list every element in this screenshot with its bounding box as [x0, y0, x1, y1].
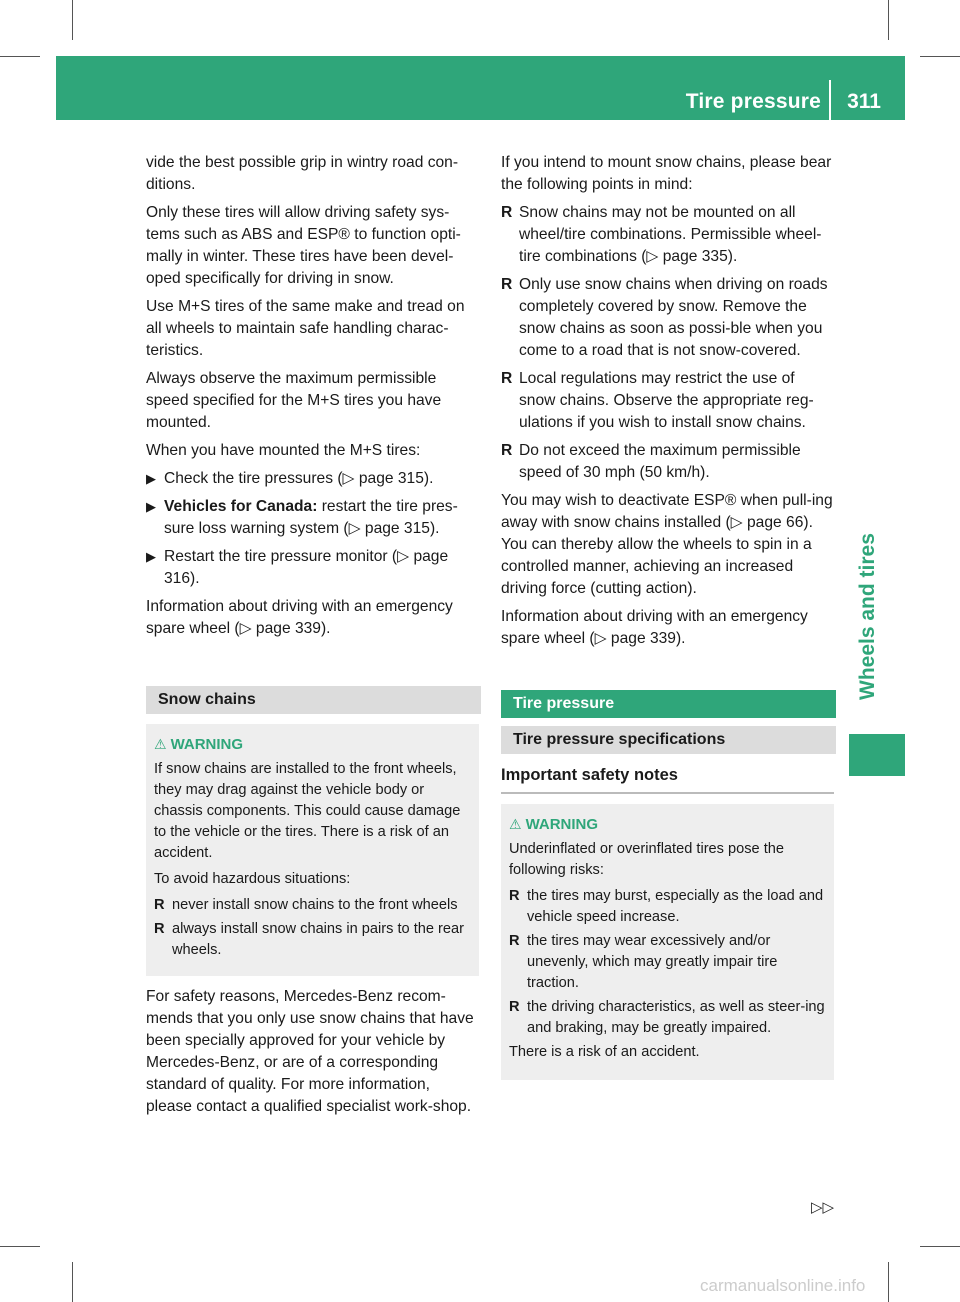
- side-tab-marker: [849, 734, 905, 776]
- warning-triangle-icon: ⚠: [154, 736, 167, 752]
- watermark: carmanualsonline.info: [700, 1276, 866, 1295]
- bullet-icon: R: [501, 204, 513, 221]
- list-item: R Local regulations may restrict the use of snow chains. Observe the appropriate reg-ulations if you wish to install snow chains.: [501, 370, 814, 431]
- crop-mark: [0, 1246, 40, 1247]
- list-item: R the tires may burst, especially as the load and vehicle speed increase.: [509, 888, 824, 925]
- warning-title: ⚠ WARNING: [154, 736, 244, 753]
- list-item: R never install snow chains to the front wheels: [154, 895, 471, 916]
- warning-text: There is a risk of an accident.: [509, 1044, 700, 1060]
- bullet-icon: R: [509, 999, 520, 1015]
- list-item: R Snow chains may not be mounted on all wheel/tire combinations. Permissible wheel-tire combinations (▷ page 335).: [501, 204, 822, 265]
- paragraph: Information about driving with an emergency spare wheel (▷ page 339).: [501, 608, 808, 647]
- section-heading-tire-pressure: Tire pressure: [501, 690, 836, 718]
- step-bold-label: Vehicles for Canada:: [164, 498, 318, 515]
- right-column: [501, 152, 834, 1080]
- sub-subsection-heading: Important safety notes: [501, 764, 834, 794]
- paragraph: If you intend to mount snow chains, please bear the following points in mind:: [501, 154, 832, 193]
- crop-mark: [72, 1262, 73, 1302]
- bullet-icon: R: [154, 921, 165, 937]
- list-item: R always install snow chains in pairs to the rear wheels.: [154, 921, 465, 958]
- header-separator: [829, 80, 831, 120]
- paragraph: You may wish to deactivate ESP® when pull-ing away with snow chains installed (▷ page 66). You can thereby allow the wheels to spin in a controlled manner, achieving an increased driving force (cutting action).: [501, 492, 833, 597]
- crop-mark: [0, 56, 40, 57]
- bullet-icon: R: [501, 442, 513, 459]
- crop-mark: [888, 1262, 889, 1302]
- step-item: ▶ Vehicles for Canada: restart the tire pres-sure loss warning system (▷ page 315).: [146, 498, 458, 537]
- paragraph: For safety reasons, Mercedes-Benz recom-mends that you only use snow chains that have been specially approved for your vehicle by Mercedes-Benz, or are of a corresponding standard of quality. For more information, please contact a qualified specialist work-shop.: [146, 988, 474, 1115]
- list-item: R Do not exceed the maximum permissible speed of 30 mph (50 km/h).: [501, 442, 801, 481]
- list-item: R the tires may wear excessively and/or unevenly, which may greatly impair tire traction.: [509, 933, 778, 991]
- step-item: ▶ Check the tire pressures (▷ page 315).: [146, 468, 479, 490]
- left-column: [146, 152, 479, 1124]
- paragraph: Always observe the maximum permissible speed specified for the M+S tires you have mounted.: [146, 370, 442, 431]
- bullet-icon: R: [509, 888, 520, 904]
- side-tab-label: Wheels and tires: [856, 533, 879, 700]
- warning-text: If snow chains are installed to the front wheels, they may drag against the vehicle body or chassis components. This could cause damage to the vehicle or the tires. There is a risk of an accident.: [154, 761, 461, 861]
- list-item: R the driving characteristics, as well as steer-ing and braking, may be greatly impaired.: [509, 999, 825, 1036]
- crop-mark: [920, 56, 960, 57]
- warning-triangle-icon: ⚠: [509, 816, 522, 832]
- paragraph: Information about driving with an emergency spare wheel (▷ page 339).: [146, 598, 453, 637]
- paragraph: When you have mounted the M+S tires:: [146, 442, 421, 459]
- continue-marker: ▷▷: [811, 1199, 835, 1216]
- paragraph: Use M+S tires of the same make and tread on all wheels to maintain safe handling charac-teristics.: [146, 298, 465, 359]
- step-item: ▶ Restart the tire pressure monitor (▷ page 316).: [146, 548, 449, 587]
- warning-title: ⚠ WARNING: [509, 816, 599, 833]
- crop-mark: [72, 0, 73, 40]
- paragraph: vide the best possible grip in wintry road con-ditions.: [146, 154, 459, 193]
- crop-mark: [888, 0, 889, 40]
- subsection-heading: Tire pressure specifications: [501, 726, 836, 754]
- step-arrow-icon: ▶: [146, 549, 156, 564]
- warning-text: Underinflated or overinflated tires pose the following risks:: [509, 841, 785, 878]
- page-header-bar: [56, 56, 905, 120]
- page-number: 311: [847, 90, 881, 113]
- bullet-icon: R: [509, 933, 520, 949]
- bullet-icon: R: [501, 276, 513, 293]
- paragraph: Only these tires will allow driving safety sys-tems such as ABS and ESP® to function opti-mally in winter. These tires have been devel-oped specifically for driving in snow.: [146, 204, 461, 287]
- bullet-icon: R: [501, 370, 513, 387]
- warning-box: [501, 804, 834, 1080]
- section-heading-snow-chains: Snow chains: [146, 686, 481, 714]
- bullet-icon: R: [154, 897, 165, 913]
- step-arrow-icon: ▶: [146, 499, 156, 514]
- warning-text: To avoid hazardous situations:: [154, 871, 351, 887]
- warning-box: [146, 724, 479, 976]
- page-section-title: Tire pressure: [685, 90, 821, 113]
- step-arrow-icon: ▶: [146, 471, 156, 486]
- crop-mark: [920, 1246, 960, 1247]
- list-item: R Only use snow chains when driving on roads completely covered by snow. Remove the snow chains as soon as possi-ble when you come to a road that is not snow-covered.: [501, 276, 828, 359]
